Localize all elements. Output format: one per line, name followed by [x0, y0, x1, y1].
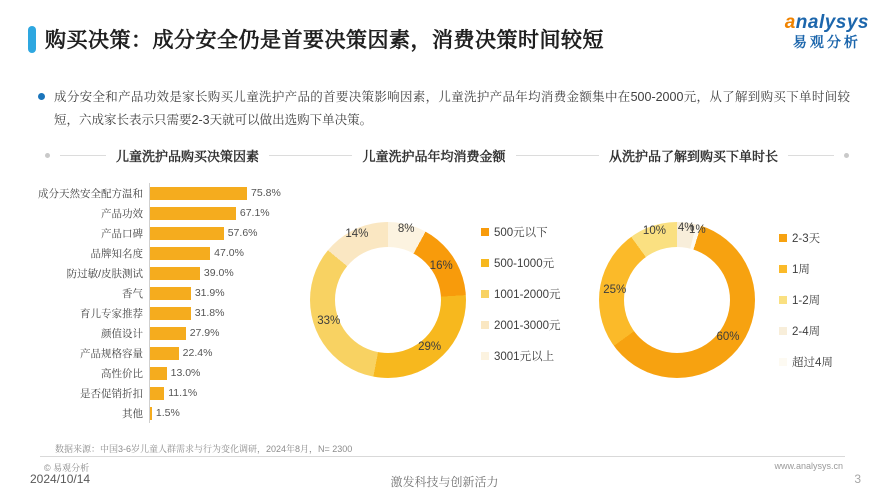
legend-marker-icon	[779, 265, 787, 273]
bar-chart-row	[25, 403, 310, 423]
donut-slice-label: 10%	[642, 224, 666, 237]
separator-dot-icon	[844, 153, 849, 158]
title-accent-bar	[28, 26, 36, 53]
page-number: 3	[854, 472, 861, 486]
analysys-logo	[785, 12, 869, 50]
legend-marker-icon	[779, 234, 787, 242]
bar	[150, 207, 236, 220]
header	[28, 24, 604, 54]
legend-marker-icon	[481, 321, 489, 329]
legend-label: 1周	[792, 263, 810, 276]
bar-category-label: 品牌知名度	[90, 247, 143, 260]
donut-hole	[624, 247, 730, 353]
bar-chart-row	[25, 343, 310, 363]
logo-wordmark: analysys	[784, 12, 869, 33]
bullet-icon	[38, 93, 45, 100]
bar-category-label: 其他	[122, 407, 143, 420]
bar-track	[149, 263, 310, 283]
legend-marker-icon	[779, 358, 787, 366]
bar-chart-row	[25, 263, 310, 283]
donut-slice-label: 1%	[689, 223, 706, 236]
decision-factors-bar-chart	[25, 183, 310, 423]
bar-value-label: 39.0%	[203, 267, 234, 279]
legend-label: 500-1000元	[494, 257, 555, 270]
separator-line	[788, 155, 834, 156]
legend-marker-icon	[779, 296, 787, 304]
legend-label: 500元以下	[494, 226, 548, 239]
legend-marker-icon	[481, 228, 489, 236]
bar-category-label: 高性价比	[101, 367, 143, 380]
bar	[150, 187, 247, 200]
bar-track	[149, 223, 310, 243]
page-title: 购买决策：成分安全仍是首要决策因素，消费决策时间较短	[45, 29, 604, 52]
legend-marker-icon	[481, 290, 489, 298]
legend-marker-icon	[481, 259, 489, 267]
bar	[150, 307, 191, 320]
separator-line	[269, 155, 353, 156]
bar-track	[149, 243, 310, 263]
donut-slice-label: 4%	[677, 221, 695, 234]
bar-category-label: 产品规格容量	[80, 347, 143, 360]
donut-hole	[335, 247, 441, 353]
bar-chart-title: 儿童洗护品购买决策因素	[115, 149, 259, 164]
legend-item	[779, 260, 833, 277]
bar-chart-row	[25, 203, 310, 223]
legend-item	[481, 223, 561, 240]
legend-item	[481, 316, 561, 333]
bar-chart-row	[25, 323, 310, 343]
bar-value-label: 11.1%	[168, 387, 198, 399]
bar-category-label: 成分天然安全配方温和	[38, 187, 143, 200]
chart-titles-row	[45, 146, 849, 165]
legend-label: 2001-3000元	[494, 319, 561, 332]
donut-slice-label: 8%	[397, 223, 415, 236]
donut1-title: 儿童洗护品年均消费金额	[362, 149, 506, 164]
legend-label: 3001元以上	[494, 350, 555, 363]
purchase-time-legend	[779, 229, 833, 370]
bar-category-label: 产品功效	[101, 207, 143, 220]
purchase-time-donut-chart	[599, 222, 755, 378]
donut2-title: 从洗护品了解到购买下单时长	[609, 149, 779, 164]
donut-slice-label: 60%	[716, 331, 740, 344]
annual-spend-legend	[481, 223, 561, 364]
bar-track	[149, 183, 310, 203]
logo-chinese-name: 易观分析	[792, 33, 861, 50]
legend-item	[481, 285, 561, 302]
legend-item	[779, 229, 833, 246]
bar	[150, 367, 167, 380]
legend-item	[481, 347, 561, 364]
bar-track	[149, 383, 310, 403]
legend-item	[779, 291, 833, 308]
bar-category-label: 颜值设计	[101, 327, 143, 340]
bar	[150, 267, 200, 280]
bar-value-label: 13.0%	[170, 367, 201, 379]
annual-spend-donut-chart	[310, 222, 466, 378]
slide-date: 2024/10/14	[30, 472, 91, 486]
bar	[150, 247, 210, 260]
bar-category-label: 香气	[122, 287, 143, 300]
footer-divider	[40, 456, 845, 457]
legend-marker-icon	[779, 327, 787, 335]
key-findings-text: 成分安全和产品功效是家长购买儿童洗护产品的首要决策影响因素，儿童洗护产品年均消费金额集中在500-2000元，从了解到购买下单时间较短，六成家长表示只需要2-3天就可以做出选购下单决策。	[54, 90, 850, 127]
footer-slogan: 激发科技与创新活力	[390, 475, 499, 489]
bar-track	[149, 343, 310, 363]
legend-item	[779, 353, 833, 370]
bar-category-label: 是否促销折扣	[80, 387, 143, 400]
bar	[150, 327, 186, 340]
bar	[150, 347, 179, 360]
separator-line	[60, 155, 106, 156]
bar-value-label: 67.1%	[239, 207, 270, 219]
donut-slice-label: 33%	[317, 315, 341, 328]
legend-label: 1001-2000元	[494, 288, 561, 301]
key-findings	[38, 86, 850, 131]
bar	[150, 287, 191, 300]
donut-slice-label: 25%	[603, 284, 627, 297]
bar-chart-row	[25, 383, 310, 403]
bar-value-label: 1.5%	[155, 407, 180, 419]
legend-marker-icon	[481, 352, 489, 360]
bar-track	[149, 323, 310, 343]
website-text: www.analysys.cn	[774, 461, 843, 471]
separator-dot-icon	[45, 153, 50, 158]
bar-value-label: 31.9%	[194, 287, 225, 299]
separator-line	[516, 155, 600, 156]
donut-slice-label: 29%	[418, 341, 442, 354]
bar-category-label: 产品口碑	[101, 227, 143, 240]
bar-track	[149, 303, 310, 323]
legend-label: 2-4周	[792, 325, 821, 338]
bar-chart-row	[25, 303, 310, 323]
donut-slice-label: 16%	[429, 260, 453, 273]
bar-category-label: 育儿专家推荐	[80, 307, 143, 320]
bar-track	[149, 363, 310, 383]
bar-chart-row	[25, 223, 310, 243]
bar-value-label: 57.6%	[227, 227, 258, 239]
bar-category-label: 防过敏/皮肤测试	[66, 267, 143, 280]
bar-value-label: 31.8%	[194, 307, 225, 319]
donut-slice-label: 14%	[345, 227, 369, 240]
bar-value-label: 22.4%	[182, 347, 213, 359]
copyright-text: © 易观分析	[44, 463, 90, 473]
legend-label: 超过4周	[792, 356, 833, 369]
bar	[150, 407, 152, 420]
bar	[150, 387, 164, 400]
bar-chart-row	[25, 183, 310, 203]
bar-chart-row	[25, 363, 310, 383]
bar	[150, 227, 224, 240]
bar-chart-row	[25, 243, 310, 263]
bar-value-label: 47.0%	[214, 247, 244, 259]
legend-item	[779, 322, 833, 339]
bar-value-label: 27.9%	[189, 327, 220, 339]
bar-track	[149, 283, 310, 303]
bar-value-label: 75.8%	[251, 187, 281, 199]
bar-chart-row	[25, 283, 310, 303]
legend-label: 1-2周	[792, 294, 821, 307]
legend-item	[481, 254, 561, 271]
bar-track	[149, 403, 310, 423]
data-source-note: 数据来源：中国3-6岁儿童人群需求与行为变化调研，2024年8月，N= 2300	[55, 444, 353, 454]
bar-track	[149, 203, 310, 223]
legend-label: 2-3天	[792, 232, 821, 245]
